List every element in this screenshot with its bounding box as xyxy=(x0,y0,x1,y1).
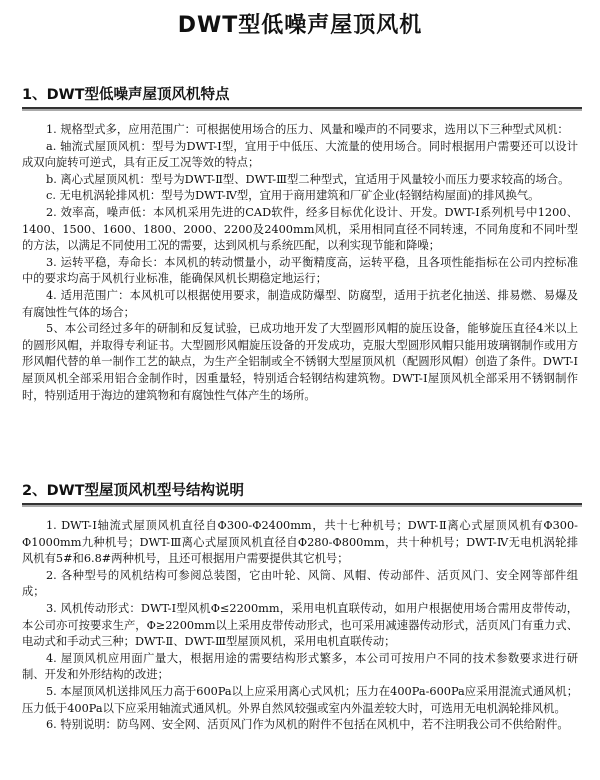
section-1-paragraph: 1. 规格型式多，应用范围广：可根据使用场合的压力、风量和噪声的不同要求，选用以下三种型式风机： xyxy=(46,123,569,136)
section-1-paragraph: 2. 效率高，噪声低：本风机采用先进的CAD软件，经多目标优化设计、开发。DWT-Ⅰ系列机号中1200、1400、1500、1600、1800、2000、2200及2400mm风机，采用相同直径不同转速，不同角度和不同叶型的方法，以满足不同使用工况的需要，达到风机与系统匹配，以利实现节能和降噪； xyxy=(22,205,578,253)
section-2-paragraph: 2. 各种型号的风机结构可参阅总装图，它由叶轮、风筒、风帽、传动部件、活页风门、安全网等部件组成； xyxy=(22,568,578,599)
section-1-heading: 1、DWT型低噪声屋顶风机特点 xyxy=(22,87,230,103)
section-1-body xyxy=(22,122,578,404)
section-1-divider xyxy=(22,107,582,111)
section-2-body xyxy=(22,518,578,734)
section-2-heading: 2、DWT型屋顶风机型号结构说明 xyxy=(22,483,245,499)
section-1-paragraph: 3. 运转平稳，寿命长：本风机的转动惯量小，动平衡精度高，运转平稳，且各项性能指标在公司内控标准中的要求均高于风机行业标准，能确保风机长期稳定地运行； xyxy=(22,255,578,286)
section-1-paragraph: a. 轴流式屋顶风机：型号为DWT-Ⅰ型，宜用于中低压、大流量的使用场合。同时根据用户需要还可以设计成双向旋转可逆式，具有正反工况等效的特点； xyxy=(22,139,578,170)
section-1-header xyxy=(22,86,582,111)
section-2-paragraph: 5. 本屋顶风机送排风压力高于600Pa以上应采用离心式风机；压力在400Pa-600Pa应采用混流式通风机；压力低于400Pa以下应采用轴流式通风机。外界自然风较强或室内外温差较大时，可选用无电机涡轮排风机。 xyxy=(22,684,578,715)
section-1-paragraph: b. 离心式屋顶风机：型号为DWT-Ⅱ型、DWT-Ⅲ型二种型式，宜适用于风量较小而压力要求较高的场合。 xyxy=(46,172,570,186)
section-2-divider xyxy=(22,503,582,507)
section-1-paragraph: 5、本公司经过多年的研制和反复试验，已成功地开发了大型圆形风帽的旋压设备，能够旋压直径4米以上的圆形风帽，并取得专利证书。大型圆形风帽旋压设备的开发成功，克服大型圆形风帽只能用玻璃钢制作或用方形风帽代替的单一制作工艺的缺点，为生产全铝制或全不锈钢大型屋顶风机（配圆形风帽）创造了条件。DWT-Ⅰ屋顶风机全部采用铝合金制作时，因重量轻，特别适合轻钢结构建筑物。DWT-Ⅰ屋顶风机全部采用不锈钢制作时，特别适用于海边的建筑物和有腐蚀性气体产生的场所。 xyxy=(22,322,578,402)
section-2-header xyxy=(22,482,582,507)
document-title: DWT型低噪声屋顶风机 xyxy=(177,13,423,38)
section-2-paragraph: 3. 风机传动形式：DWT-Ⅰ型风机Φ≤2200mm，采用电机直联传动，如用户根据使用场合需用皮带传动，本公司亦可按要求生产，Φ≥2200mm以上采用皮带传动形式，也可采用减速器传动形式，活页风门有重力式、电动式和手动式三种；DWT-Ⅱ、DWT-Ⅲ型屋顶风机，采用电机直联传动； xyxy=(22,601,578,649)
section-1-paragraph: 4. 适用范围广：本风机可以根据使用要求，制造成防爆型、防腐型，适用于抗老化抽送、排易燃、易爆及有腐蚀性气体的场合； xyxy=(22,288,578,319)
section-2-paragraph: 4. 屋顶风机应用面广量大，根据用途的需要结构形式繁多，本公司可按用户不同的技术参数要求进行研制、开发和外形结构的改进； xyxy=(22,651,578,682)
section-2-paragraph: 6. 特别说明：防鸟网、安全网、活页风门作为风机的附件不包括在风机中，若不注明我公司不供给附件。 xyxy=(46,718,569,732)
section-2-paragraph: 1. DWT-Ⅰ轴流式屋顶风机直径自Φ300-Φ2400mm，共十七种机号；DWT-Ⅱ离心式屋顶风机有Φ300-Φ1000mm九种机号；DWT-Ⅲ离心式屋顶风机直径自Φ280-Φ800mm，共十种机号；DWT-Ⅳ无电机涡轮排风机有5#和6.8#两种机号，且还可根据用户需要提供其它机号； xyxy=(22,519,578,566)
section-1-paragraph: c. 无电机涡轮排风机：型号为DWT-Ⅳ型，宜用于商用建筑和厂矿企业(轻钢结构屋面)的排风换气。 xyxy=(46,189,540,203)
